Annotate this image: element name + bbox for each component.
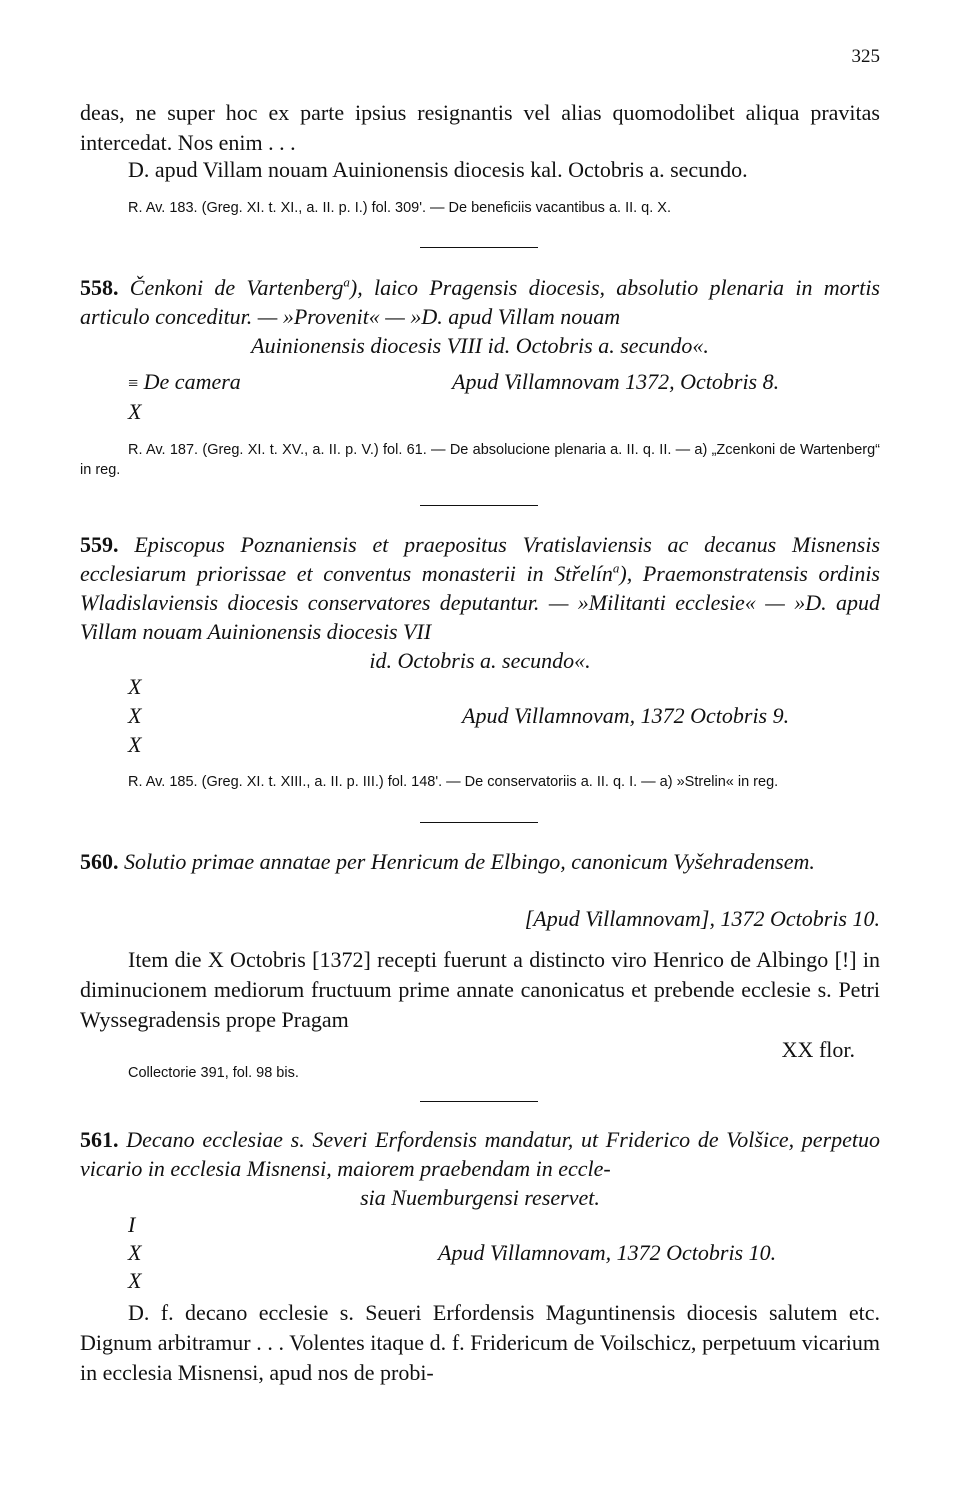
entry-561-place-date: Apud Villamnovam, 1372 Octobris 10. <box>438 1240 777 1265</box>
entry-561-heading <box>80 1125 880 1212</box>
entry-559-source: R. Av. 185. (Greg. XI. t. XIII., a. II. p. III.) fol. 148'. — De conservatoriis a. II. q. I. — a) »Strelin« in reg. <box>128 774 779 790</box>
entry-558-camera-line <box>128 368 241 397</box>
entry-560-text: Item die X Octobris [1372] recepti fuerunt a distincto viro Henrico de Albingo [!] in diminucionem mediorum fructuum prime annate canonicatus et prebende ecclesie s. Petri Wyssegradensis prope Pragam <box>80 947 880 1032</box>
entry-561-mark-2: X <box>128 1240 142 1265</box>
entry-558-heading-rest: ), laico Pragensis diocesis, absolutio plenaria in mortis articulo conceditur. — »Provenit« — »D. apud Villam nouam <box>80 275 880 329</box>
entry-558-heading-center: Auinionensis diocesis VIII id. Octobris a. secundo«. <box>251 333 709 358</box>
separator-rule <box>420 247 538 248</box>
entry-559-number: 559. <box>80 532 119 557</box>
entry-559-heading-center: id. Octobris a. secundo«. <box>369 648 591 673</box>
entry-559-heading-a: Episcopus Poznaniensis et praepositus Vratislaviensis ac decanus Misnensis ecclesiarum priorissae et conventus monasterii in Střelín <box>80 532 881 586</box>
separator-rule <box>420 822 538 823</box>
separator-rule <box>420 505 538 506</box>
entry-561-heading-center: sia Nuemburgensi reservet. <box>360 1185 600 1210</box>
page-number: 325 <box>851 46 880 67</box>
entry-559-mark-3: X <box>128 732 142 757</box>
continuation-source: R. Av. 183. (Greg. XI. t. XI., a. II. p. I.) fol. 309'. — De beneficiis vacantibus a. II. q. X. <box>128 200 672 216</box>
entry-560-number: 560. <box>80 849 119 874</box>
entry-560-amount: XX flor. <box>781 1037 855 1062</box>
entry-559-mark-1: X <box>128 674 142 699</box>
separator-rule <box>420 1101 538 1102</box>
entry-561-number: 561. <box>80 1127 119 1152</box>
entry-559-mark-2: X <box>128 703 142 728</box>
entry-561-heading-text: Decano ecclesiae s. Severi Erfordensis mandatur, ut Friderico de Volšice, perpetuo vicario in ecclesia Misnensi, maiorem praebendam in eccle- <box>80 1127 881 1181</box>
entry-558-number: 558. <box>80 275 119 300</box>
entry-558-heading-text: Čenkoni de Vartenberg <box>129 275 344 300</box>
entry-560-heading <box>80 847 880 876</box>
entry-558-source: R. Av. 187. (Greg. XI. t. XV., a. II. p. V.) fol. 61. — De absolucione plenaria a. II. q. II. — a) „Zcenkoni de Wartenberg“ in reg. <box>80 442 880 478</box>
entry-558-camera: De camera <box>143 369 241 394</box>
document-page <box>80 0 880 1505</box>
entry-560-place-date: [Apud Villamnovam], 1372 Octobris 10. <box>524 906 880 931</box>
footnote-mark: a <box>343 274 350 290</box>
entry-559-heading <box>80 530 880 675</box>
entry-558-place-date: Apud Villamnovam 1372, Octobris 8. <box>452 369 780 394</box>
entry-561-text: D. f. decano ecclesie s. Seueri Erfordensis Maguntinensis diocesis salutem etc. Dignum arbitramur . . . Volentes itaque d. f. Fridericum de Voilschicz, perpetuum vicarium in ecclesia Misnensi, apud nos de probi- <box>80 1300 880 1385</box>
entry-560-heading-text: Solutio primae annatae per Henricum de Elbingo, canonicum Vyšehradensem. <box>124 849 815 874</box>
entry-560-source: Collectorie 391, fol. 98 bis. <box>128 1065 299 1081</box>
entry-559-heading-b: ), Praemonstratensis ordinis Wladislaviensis diocesis conservatores deputantur. — »Militanti ecclesie« — »D. apud Villam nouam Auinionensis diocesis VII <box>80 561 880 644</box>
continuation-date: D. apud Villam nouam Auinionensis diocesis kal. Octobris a. secundo. <box>128 157 748 182</box>
entry-558-mark: X <box>128 399 142 424</box>
footnote-mark: a <box>612 560 620 576</box>
triple-bar-icon: ≡ <box>128 373 139 393</box>
entry-559-place-date: Apud Villamnovam, 1372 Octobris 9. <box>462 703 790 728</box>
entry-561-mark-1: I <box>128 1212 136 1237</box>
entry-561-mark-3: X <box>128 1268 142 1293</box>
continuation-text: deas, ne super hoc ex parte ipsius resignantis vel alias quomodolibet aliqua pravitas intercedat. Nos enim . . . <box>80 100 880 155</box>
entry-558-heading <box>80 273 880 360</box>
